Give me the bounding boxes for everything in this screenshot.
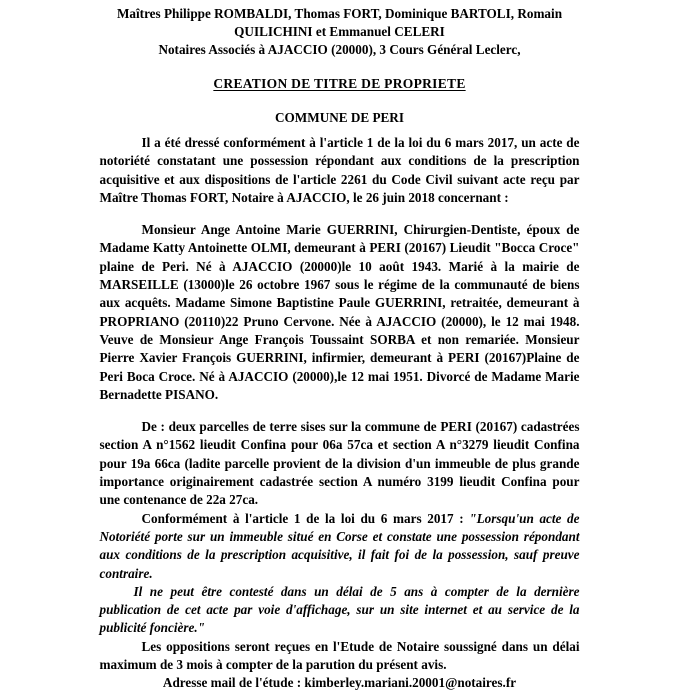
document-subtitle: COMMUNE DE PERI <box>275 110 404 125</box>
letterhead-line-2: QUILICHINI et Emmanuel CELERI <box>234 24 445 39</box>
law-quote-italic: "Lorsqu'un acte de Notoriété porte sur un immeuble situé en Corse et constate une possession répondant aux conditions de la prescription acquisitive, il fait foi de la possession, sauf preuve contraire. <box>99 510 580 581</box>
document-title <box>0 76 679 92</box>
paragraph-email: Adresse mail de l'étude : kimberley.mariani.20001@notaires.fr <box>162 675 517 691</box>
letterhead-line-3: Notaires Associés à AJACCIO (20000), 3 Cours Général Leclerc, <box>158 42 521 57</box>
paragraph-parcels: De : deux parcelles de terre sises sur la commune de PERI (20167) cadastrées section A n°1562 lieudit Confina pour 06a 57ca et section A n°3279 lieudit Confina pour 19a 66ca (ladite parcelle provient de la division d'un immeuble de plus grande importance originairement cadastrée section A numéro 3199 lieudit Confina pour une contenance de 22a 27ca. <box>99 419 580 508</box>
paragraph-law-quote <box>100 510 580 583</box>
paragraph-parties: Monsieur Ange Antoine Marie GUERRINI, Chirurgien-Dentiste, époux de Madame Katty Antoinette OLMI, demeurant à PERI (20167) Lieudit "Bocca Croce" plaine de Peri. Né à AJACCIO (20000)le 10 août 1943. Marié à la mairie de MARSEILLE (13000)le 26 octobre 1967 sous le régime de la communauté de biens aux acquêts. Madame Simone Baptistine Paule GUERRINI, retraitée, demeurant à PROPRIANO (20110)22 Pruno Cervone. Née à AJACCIO (20000), le 12 mai 1948. Veuve de Monsieur Ange François Toussaint SORBA et non remariée. Monsieur Pierre Xavier François GUERRINI, infirmier, demeurant à PERI (20167)Plaine de Peri Boca Croce. Né à AJACCIO (20000),le 12 mai 1951. Divorcé de Madame Marie Bernadette PISANO. <box>99 222 580 402</box>
document-title-text: CREATION DE TITRE DE PROPRIETE <box>213 76 466 91</box>
document-body <box>100 126 580 693</box>
paragraph-oppositions: Les oppositions seront reçues en l'Etude de Notaire soussigné dans un délai maximum de 3 mois à compter de la parution du présent avis. <box>99 638 580 673</box>
paragraph-intro: Il a été dressé conformément à l'article 1 de la loi du 6 mars 2017, un acte de notoriété constatant une possession répondant aux conditions de la prescription acquisitive et aux dispositions de l'article 2261 du Code Civil suivant acte reçu par Maître Thomas FORT, Notaire à AJACCIO, le 26 juin 2018 concernant : <box>99 135 580 205</box>
letterhead <box>0 0 679 59</box>
paragraph-law-quote-second: Il ne peut être contesté dans un délai de 5 ans à compter de la dernière publication de cet acte par voie d'affichage, sur un site internet et au service de la publicité foncière." <box>99 583 580 636</box>
law-quote-lead: Conformément à l'article 1 de la loi du 6 mars 2017 : <box>141 510 470 526</box>
letterhead-line-1: Maîtres Philippe ROMBALDI, Thomas FORT, Dominique BARTOLI, Romain <box>116 6 563 21</box>
